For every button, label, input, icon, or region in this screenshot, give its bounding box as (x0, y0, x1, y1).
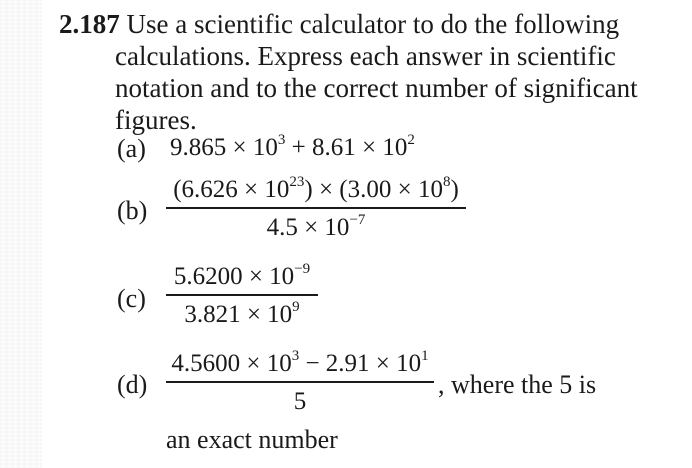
part-b-label: (b) (117, 196, 148, 225)
part-c-denominator: $3.821 \times 10^9$ (184, 298, 300, 328)
part-c-fraction-bar (166, 294, 318, 296)
prompt-line-2: calculations. Express each answer in scientific (115, 41, 616, 71)
part-b-fraction (166, 176, 466, 242)
part-a-label: (a) (117, 134, 146, 163)
prompt-line-3: notation and to the correct number of significant (115, 73, 638, 103)
part-c-fraction (166, 263, 318, 329)
part-d-trailing-text: , where the 5 is (438, 370, 597, 399)
problem-number: 2.187 (59, 9, 120, 39)
part-c-numerator: $5.6200 \times 10^{-9}$ (173, 261, 311, 290)
part-b-numerator: $(6.626 \times 10^{23}) \times (3.00 \times 10^8)$ (173, 174, 459, 203)
prompt-line-4: figures. (115, 105, 197, 135)
scan-edge (0, 0, 42, 468)
part-d-numerator: $4.5600 \times 10^3 - 2.91 \times 10^1$ (171, 348, 429, 377)
part-d-denominator: 5 (293, 387, 307, 415)
part-c-label: (c) (117, 284, 146, 313)
part-d-label: (d) (117, 370, 148, 399)
part-d-continuation-text: an exact number (166, 425, 338, 454)
part-b-fraction-bar (166, 207, 466, 209)
problem-statement (59, 8, 679, 136)
part-d-fraction (166, 350, 434, 416)
prompt-line-1: 2.187 Use a scientific calculator to do the following (59, 9, 620, 39)
part-b-denominator: $4.5 \times 10^{-7}$ (266, 211, 366, 241)
part-d-fraction-bar (166, 381, 434, 383)
part-a-expression: $9.865 \times 10^3 + 8.61 \times 10^2$ (170, 132, 415, 161)
